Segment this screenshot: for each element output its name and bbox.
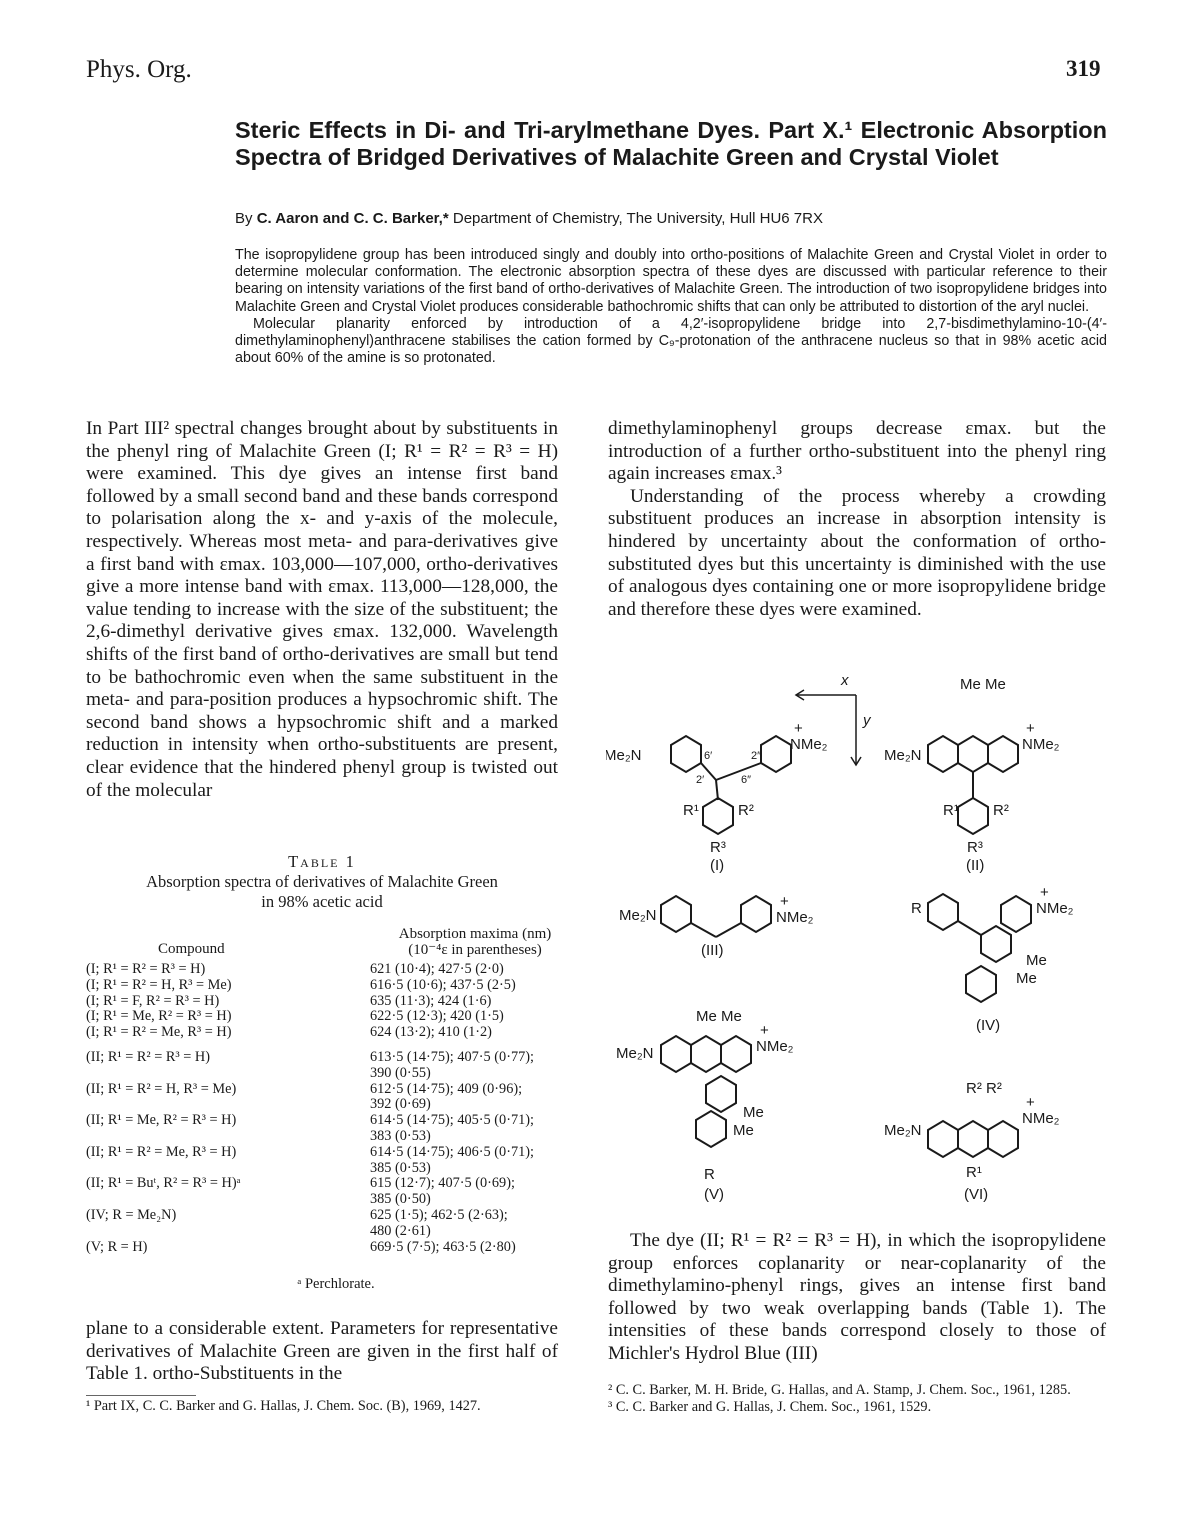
structure-V-ring-right	[721, 1036, 751, 1072]
table-row	[86, 1240, 586, 1256]
structure-VI-me2n: Me₂N	[884, 1122, 922, 1139]
structure-II-me2n: Me₂N	[884, 747, 922, 764]
table-body	[86, 962, 586, 1255]
table-cell-compound: (II; R¹ = R² = H, R³ = Me)	[86, 1080, 237, 1097]
table-cell-maxima	[370, 1050, 586, 1082]
structure-II-r1: R¹	[943, 802, 959, 819]
structure-II-ring-left	[928, 736, 958, 772]
table-cell-compound: (II; R¹ = R² = R³ = H)	[86, 1048, 211, 1065]
structure-VI-r1: R¹	[966, 1164, 982, 1181]
structure-V-me2n: Me₂N	[616, 1045, 654, 1062]
table-cell-maxima-line-1: 625 (1·5); 462·5 (2·63);	[370, 1206, 508, 1223]
structure-II	[928, 736, 1018, 834]
table-cell-maxima-line-2: 385 (0·53)	[370, 1159, 431, 1176]
footnotes-right	[608, 1382, 1106, 1415]
structure-V-r: R	[704, 1166, 715, 1183]
structure-IV-plus: +	[1040, 884, 1049, 901]
structure-I-bond-down	[716, 780, 718, 800]
footnote-2: ² C. C. Barker, M. H. Bride, G. Hallas, and A. Stamp, J. Chem. Soc., 1961, 1285.	[608, 1382, 1071, 1398]
table-footnote: ᵃ Perchlorate.	[297, 1276, 375, 1292]
structure-I-ring-bottom	[703, 798, 733, 834]
structure-I-plus: +	[794, 720, 803, 737]
structure-VI-plus: +	[1026, 1094, 1035, 1111]
structure-I	[671, 690, 861, 834]
table-cell-maxima-line-2: 392 (0·69)	[370, 1096, 431, 1113]
structure-I-pos-2p: 2′	[696, 774, 705, 786]
structure-V-ring-left	[661, 1036, 691, 1072]
table-cell-compound: (I; R¹ = Me, R² = R³ = H)	[86, 1008, 232, 1025]
table-cell-compound: (V; R = H)	[86, 1238, 148, 1255]
table-cell-maxima-line-2: 385 (0·50)	[370, 1191, 431, 1208]
table-cell-compound: (I; R¹ = R² = H, R³ = Me)	[86, 976, 232, 993]
structure-IV-bond-phenyl	[958, 921, 981, 935]
table-cell-maxima-line-1: 612·5 (14·75); 409 (0·96);	[370, 1080, 523, 1097]
table-row	[86, 994, 586, 1010]
table-row	[86, 962, 586, 978]
structure-label-II: (II)	[966, 857, 985, 874]
table-cell-compound: (I; R¹ = R² = Me, R³ = H)	[86, 1024, 232, 1041]
table-cell-maxima-line-1: 614·5 (14·75); 405·5 (0·71);	[370, 1112, 534, 1129]
structure-III-me2n: Me₂N	[619, 907, 657, 924]
byline-authors: C. Aaron and C. C. Barker,*	[256, 210, 449, 227]
structure-label-V: (V)	[704, 1186, 724, 1203]
table-cell-maxima-line-1: 616·5 (10·6); 437·5 (2·5)	[370, 976, 516, 993]
table-cell-maxima	[370, 1240, 586, 1256]
structure-VI-nme2: NMe₂	[1022, 1110, 1060, 1127]
table-header-compound: Compound	[158, 941, 225, 957]
table-cell-maxima	[370, 962, 586, 978]
structure-II-plus: +	[1026, 720, 1035, 737]
table-cell-compound: (IV; R = Me₂N)	[86, 1206, 177, 1223]
body-right-column-top	[608, 418, 1106, 621]
structure-I-ring-right	[761, 736, 791, 772]
structure-II-r2: R²	[993, 802, 1009, 819]
table-row	[86, 1113, 586, 1145]
structure-IV-ring-center	[981, 926, 1011, 962]
table-cell-compound: (II; R¹ = Buᵗ, R² = R³ = H)ᵃ	[86, 1175, 241, 1192]
running-head: Phys. Org.	[86, 56, 192, 83]
body-paragraph-continued: plane to a considerable extent. Parameters for representative derivatives of Malachite Green are given in the first half of Table 1. ortho-Substituents in the	[86, 1318, 558, 1385]
byline-prefix: By	[235, 210, 253, 227]
structure-IV-nme2: NMe₂	[1036, 900, 1074, 917]
table-caption	[86, 852, 558, 912]
structure-VI-ring-center	[958, 1121, 988, 1157]
article-title: Steric Effects in Di- and Tri-arylmethane Dyes. Part X.¹ Electronic Absorption Spectra of Bridged Derivatives of Malachite Green and Crystal Violet	[235, 117, 1107, 170]
byline-affiliation: Department of Chemistry, The University, Hull HU6 7RX	[452, 210, 823, 227]
structure-V-me-me: Me Me	[696, 1008, 742, 1025]
structure-V-ring-bottom	[696, 1111, 726, 1147]
table-cell-maxima	[370, 1025, 586, 1041]
structure-IV-ring-bottom	[966, 966, 996, 1002]
structure-figures	[606, 655, 1126, 1215]
abstract	[235, 247, 1107, 367]
structure-III-bridge-2	[716, 923, 741, 937]
structure-I-axis-x: x	[841, 672, 849, 689]
structure-IV-me-1: Me	[1026, 952, 1047, 969]
structure-IV-r: R	[911, 900, 922, 917]
structure-VI-r2r2: R² R²	[966, 1080, 1002, 1097]
structure-II-ring-right	[988, 736, 1018, 772]
structure-III-plus: +	[780, 893, 789, 910]
table-caption-line-1: Absorption spectra of derivatives of Malachite Green	[146, 872, 498, 891]
body-right-column-bottom	[608, 1230, 1106, 1366]
structure-III-bridge-1	[691, 923, 716, 937]
table-header-maxima-line-2: (10⁻⁴ε in parentheses)	[408, 942, 542, 958]
table-cell-maxima-line-1: 622·5 (12·3); 420 (1·5)	[370, 1008, 504, 1025]
structure-V-ring-lower	[706, 1076, 736, 1112]
structure-I-pos-2pp: 2″	[751, 750, 762, 762]
structure-VI	[928, 1121, 1018, 1157]
table-cell-maxima-line-1: 614·5 (14·75); 406·5 (0·71);	[370, 1143, 534, 1160]
chemical-structures-svg	[606, 655, 1126, 1215]
table-cell-maxima-line-1: 615 (12·7); 407·5 (0·69);	[370, 1175, 515, 1192]
structure-II-me-me: Me Me	[960, 676, 1006, 693]
table-cell-maxima-line-1: 613·5 (14·75); 407·5 (0·77);	[370, 1048, 534, 1065]
structure-II-ring-center	[958, 736, 988, 772]
table-cell-compound: (I; R¹ = R² = R³ = H)	[86, 961, 206, 977]
table-caption-line-2: in 98% acetic acid	[261, 892, 383, 911]
structure-III	[661, 896, 771, 937]
footnotes-left	[86, 1398, 558, 1415]
footnote-1: ¹ Part IX, C. C. Barker and G. Hallas, J. Chem. Soc. (B), 1969, 1427.	[86, 1398, 481, 1414]
body-paragraph-right-2: Understanding of the process whereby a crowding substituent produces an increase in absorption intensity is hindered by uncertainty about the conformation of ortho-substituted dyes but this uncertainty is diminished with the use of analogous dyes containing one or more isopropylidene bridge and therefore these dyes were examined.	[608, 485, 1106, 620]
body-left-column-bottom	[86, 1318, 558, 1386]
table-cell-maxima	[370, 1009, 586, 1025]
structure-I-ring-left	[671, 736, 701, 772]
table-cell-maxima	[370, 978, 586, 994]
abstract-paragraph-2: Molecular planarity enforced by introduction of a 4,2′-isopropylidene bridge into 2,7-bisdimethylamino-10-(4′-dimethylaminophenyl)anthracene stabilises the cation formed by C₉-protonation of the anthracene nucleus so that in 98% acetic acid about 60% of the amine is so protonated.	[235, 315, 1107, 367]
byline	[235, 210, 1107, 227]
table-cell-maxima	[370, 1176, 586, 1208]
table-cell-maxima-line-1: 621 (10·4); 427·5 (2·0)	[370, 961, 504, 977]
table-cell-compound: (II; R¹ = R² = Me, R³ = H)	[86, 1143, 237, 1160]
table-header-maxima	[370, 926, 580, 958]
structure-III-ring-left	[661, 896, 691, 932]
table-cell-maxima-line-1: 669·5 (7·5); 463·5 (2·80)	[370, 1238, 516, 1255]
structure-label-IV: (IV)	[976, 1017, 1001, 1034]
structure-I-nme2: NMe₂	[790, 736, 828, 753]
table-label: Table 1	[288, 852, 356, 871]
table-cell-compound: (I; R¹ = F, R² = R³ = H)	[86, 992, 220, 1009]
structure-III-ring-right	[741, 896, 771, 932]
structure-IV-ring-phenyl	[928, 894, 958, 930]
table-row	[86, 978, 586, 994]
structure-I-pos-6pp: 6″	[741, 774, 752, 786]
abstract-paragraph-1: The isopropylidene group has been introduced singly and doubly into ortho-positions of Malachite Green and Crystal Violet in order to determine molecular conformation. The electronic absorption spectra of these dyes are discussed with particular reference to their bearing on intensity variations of the first band of ortho-derivatives of Malachite Green. The introduction of two isopropylidene bridges into Malachite Green and Crystal Violet produces considerable bathochromic shifts that can only be attributed to distortion of the aryl nuclei.	[235, 247, 1107, 315]
structure-I-r1: R¹	[683, 802, 699, 819]
structure-I-pos-6p: 6′	[704, 750, 713, 762]
structure-VI-ring-left	[928, 1121, 958, 1157]
structure-V-me-2: Me	[733, 1122, 754, 1139]
structure-VI-ring-right	[988, 1121, 1018, 1157]
table-row	[86, 1208, 586, 1240]
table-cell-maxima	[370, 1082, 586, 1114]
structure-III-nme2: NMe₂	[776, 909, 814, 926]
structure-II-nme2: NMe₂	[1022, 736, 1060, 753]
table-cell-maxima-line-1: 635 (11·3); 424 (1·6)	[370, 992, 492, 1009]
table-cell-maxima-line-1: 624 (13·2); 410 (1·2)	[370, 1024, 492, 1041]
table-cell-maxima	[370, 1208, 586, 1240]
structure-I-r3: R³	[710, 839, 726, 856]
body-paragraph-right-1: dimethylaminophenyl groups decrease εmax. but the introduction of a further ortho-substituent into the phenyl ring again increases εmax.³	[608, 418, 1106, 485]
structure-label-I: (I)	[710, 857, 725, 874]
structure-II-ring-bottom	[958, 798, 988, 834]
footnote-3: ³ C. C. Barker and G. Hallas, J. Chem. Soc., 1961, 1529.	[608, 1398, 932, 1415]
table-cell-maxima	[370, 994, 586, 1010]
table-cell-maxima-line-2: 390 (0·55)	[370, 1064, 431, 1081]
table-row	[86, 1176, 586, 1208]
structure-V-nme2: NMe₂	[756, 1038, 794, 1055]
table-row	[86, 1082, 586, 1114]
page-number: 319	[1066, 56, 1101, 81]
table-row	[86, 1145, 586, 1177]
table-cell-maxima	[370, 1113, 586, 1145]
structure-I-r2: R²	[738, 802, 754, 819]
table-row	[86, 1025, 586, 1041]
table-cell-maxima	[370, 1145, 586, 1177]
structure-label-III: (III)	[701, 942, 724, 959]
table-cell-maxima-line-2: 480 (2·61)	[370, 1222, 431, 1239]
structure-V-plus: +	[760, 1022, 769, 1039]
table-header-maxima-line-1: Absorption maxima (nm)	[398, 926, 552, 942]
structure-II-r3: R³	[967, 839, 983, 856]
table-row	[86, 1009, 586, 1025]
structure-I-axis-y: y	[863, 712, 871, 729]
body-paragraph-right-3: The dye (II; R¹ = R² = R³ = H), in which the isopropylidene group enforces coplanarity or near-coplanarity of the dimethylamino-phenyl rings, gives an intense first band followed by two weak overlapping bands (Table 1). The intensities of these bands correspond closely to those of Michler's Hydrol Blue (III)	[608, 1230, 1106, 1364]
structure-label-VI: (VI)	[964, 1186, 989, 1203]
table-cell-compound: (II; R¹ = Me, R² = R³ = H)	[86, 1112, 237, 1129]
footnote-rule	[86, 1395, 196, 1396]
table-cell-maxima-line-2: 383 (0·53)	[370, 1127, 431, 1144]
structure-V-me-1: Me	[743, 1104, 764, 1121]
table-row	[86, 1050, 586, 1082]
structure-I-bond-right	[716, 763, 761, 780]
structure-IV-ring-top	[1001, 896, 1031, 932]
structure-IV-me-2: Me	[1016, 970, 1037, 987]
body-paragraph-intro: In Part III² spectral changes brought about by substituents in the phenyl ring of Malachite Green (I; R¹ = R² = R³ = H) were examined. This dye gives an intense first band followed by a small second band and these bands correspond to polarisation along the x- and y-axis of the molecule, respectively. Whereas most meta- and para-derivatives give a first band with εmax. 103,000—107,000, ortho-derivatives give a more intense band with εmax. 113,000—128,000, the value tending to increase with the size of the substituent; the 2,6-dimethyl derivative gives εmax. 132,000. Wavelength shifts of the first band of ortho-derivatives are small but tend to be bathochromic even when the same substituent in the meta- and para-position produces a hypsochromic shift. The second band shows a hypsochromic shift and a marked reduction in intensity when ortho-substituents are present, clear evidence that the hindered phenyl group is twisted out of the molecular	[86, 418, 558, 801]
body-left-column-top	[86, 418, 558, 802]
structure-V-ring-center	[691, 1036, 721, 1072]
structure-I-me2n: Me₂N	[606, 747, 642, 764]
